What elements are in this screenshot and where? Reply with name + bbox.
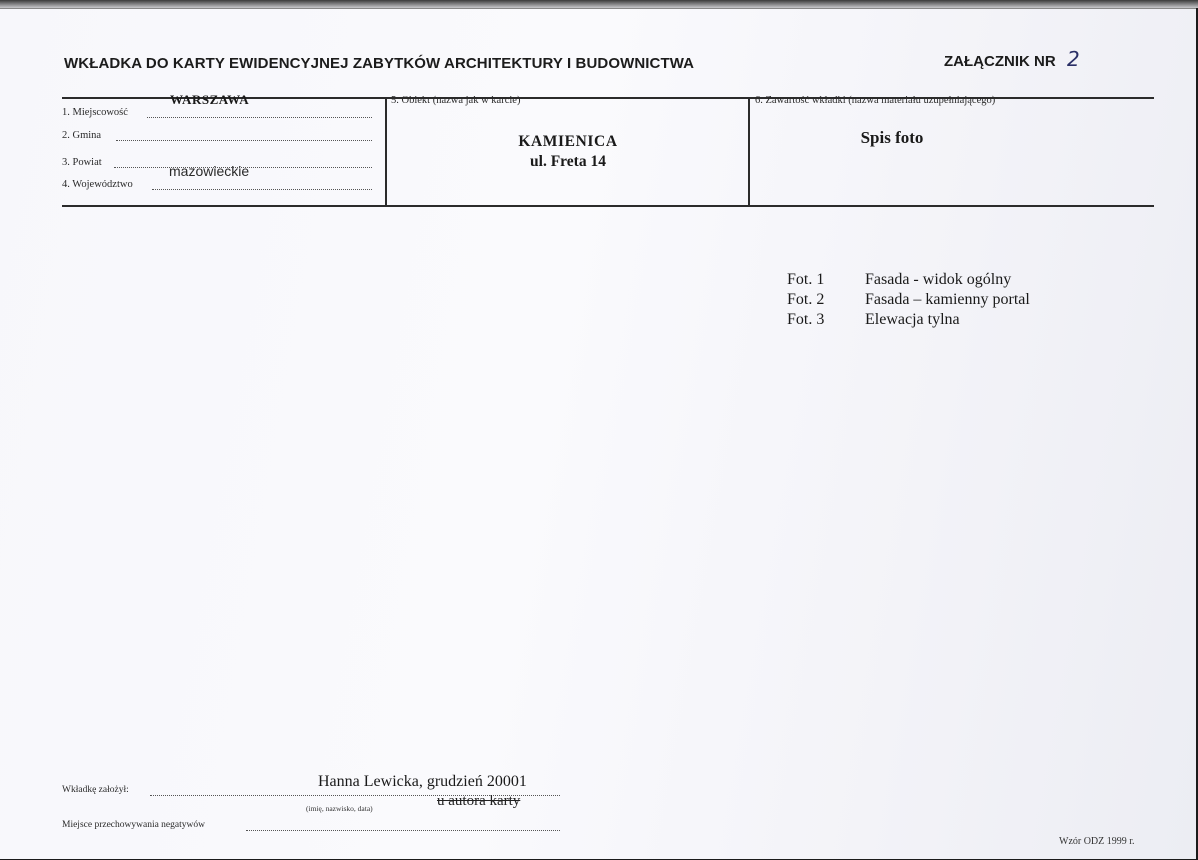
photo-number: Fot. 1	[787, 271, 825, 288]
object-address: ul. Freta 14	[530, 153, 606, 170]
annex-label: ZAŁĄCZNIK NR	[944, 53, 1056, 70]
county-value: mazowieckie	[169, 163, 250, 179]
table-divider-2	[748, 97, 750, 206]
author-label: Wkładkę założył:	[62, 785, 129, 795]
commune-label: 2. Gmina	[62, 130, 102, 141]
county-label: 3. Powiat	[62, 157, 102, 168]
photo-description: Elewacja tylna	[865, 311, 960, 328]
author-struck-text: u autora karty	[437, 793, 521, 809]
form-title: WKŁADKA DO KARTY EWIDENCYJNEJ ZABYTKÓW ARCHITEKTURY I BUDOWNICTWA	[64, 55, 695, 72]
voivodeship-label: 4. Województwo	[62, 179, 133, 190]
table-bottom-rule	[62, 205, 1154, 207]
city-dotline	[147, 117, 372, 118]
photo-row	[787, 311, 960, 329]
photo-number: Fot. 3	[787, 311, 825, 328]
contents-label: 6. Zawartość wkładki (nazwa materiału uzupełniającego)	[755, 95, 996, 106]
author-hint: (imię, nazwisko, data)	[306, 804, 373, 813]
city-value: WARSZAWA	[170, 92, 250, 107]
author-value: Hanna Lewicka, grudzień 20001	[318, 773, 527, 790]
photo-number: Fot. 2	[787, 291, 825, 308]
photo-description: Fasada - widok ogólny	[865, 271, 1012, 288]
annex-number: 2	[1067, 47, 1080, 71]
city-label: 1. Miejscowość	[62, 107, 128, 118]
object-label: 5. Obiekt (nazwa jak w karcie)	[391, 95, 521, 106]
contents-value: Spis foto	[860, 128, 924, 147]
form-sheet	[0, 8, 1196, 859]
photo-row	[787, 291, 1030, 309]
negatives-dotline	[246, 830, 560, 831]
object-name: KAMIENICA	[518, 133, 618, 150]
commune-dotline	[116, 140, 372, 141]
scan-edge	[0, 0, 1198, 8]
photo-row	[787, 271, 1011, 289]
table-divider-1	[385, 97, 387, 206]
voivodeship-dotline	[152, 189, 372, 190]
form-number: Wzór ODZ 1999 r.	[1059, 836, 1135, 847]
negatives-label: Miejsce przechowywania negatywów	[62, 820, 205, 830]
photo-description: Fasada – kamienny portal	[865, 291, 1030, 308]
